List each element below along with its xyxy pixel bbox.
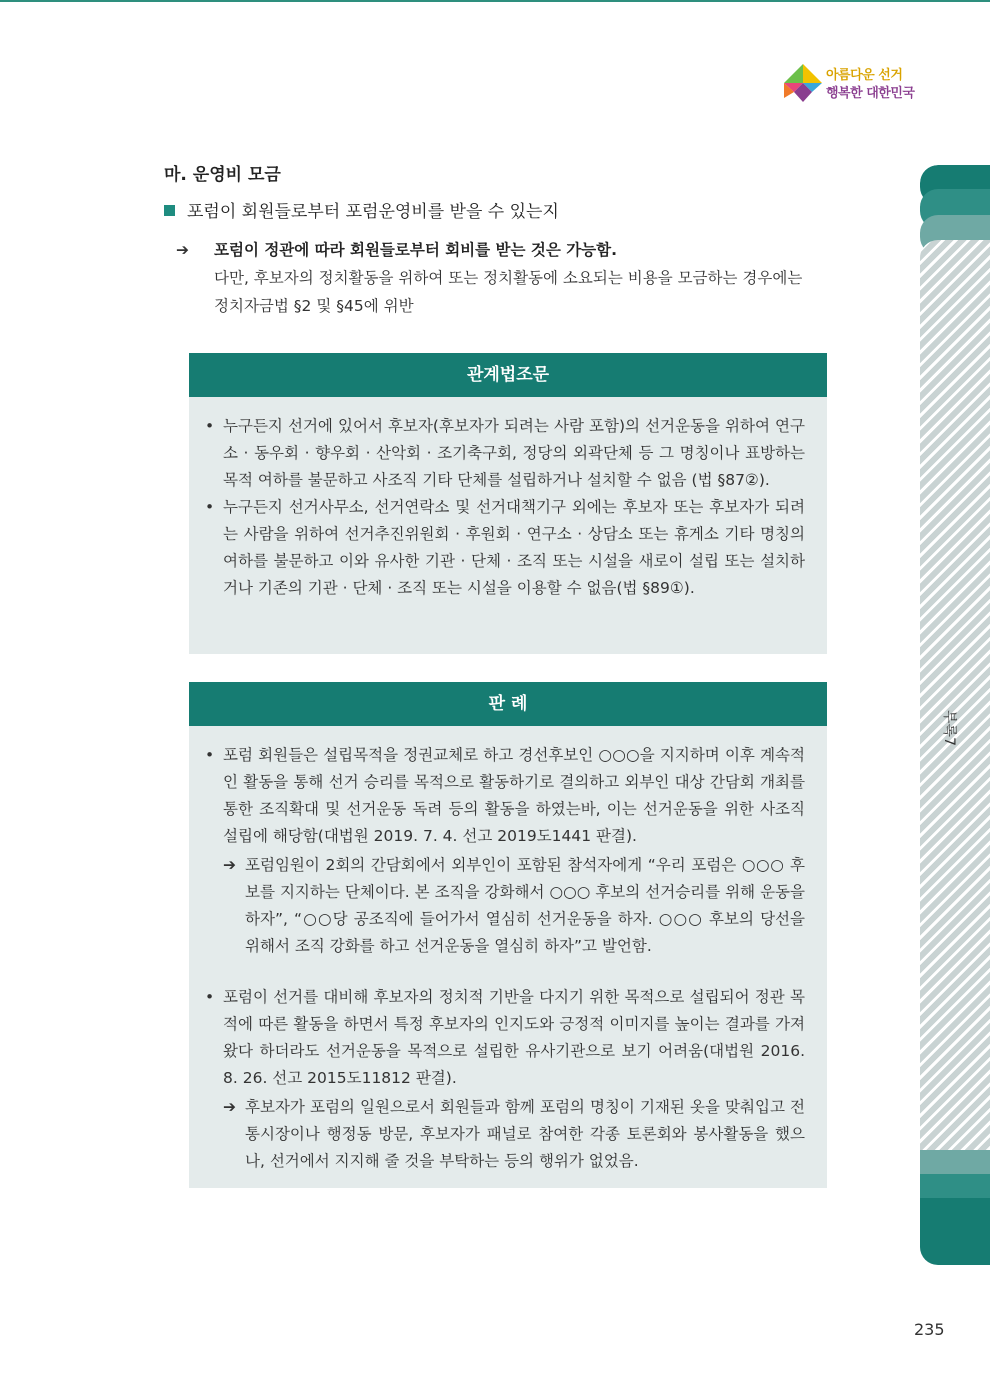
law-box-title: 관계법조문 bbox=[189, 353, 827, 397]
question-text: 포럼이 회원들로부터 포럼운영비를 받을 수 있는지 bbox=[187, 202, 559, 222]
arrow-icon: ➔ bbox=[223, 856, 236, 874]
answer-rest-1: 다만, 후보자의 정치활동을 위하여 또는 정치활동에 소요되는 비용을 모금하는 경우에는 bbox=[214, 269, 803, 287]
side-tab-label: 부록7 bbox=[940, 710, 957, 746]
top-rule bbox=[0, 0, 990, 2]
logo-line2: 행복한 대한민국 bbox=[826, 86, 915, 101]
law-item-text: 누구든지 선거에 있어서 후보자(후보자가 되려는 사람 포함)의 선거운동을 위하여 연구소 · 동우회 · 향우회 · 산악회 · 조기축구회, 정당의 외곽단체 등 그 명칭이나 표방하는 목적 여하를 불문하고 사조직 기타 단체를 설립하거나 설치할 수 없음 (법 §87②). bbox=[223, 417, 805, 489]
answer-first: 포럼이 정관에 따라 회원들로부터 회비를 받는 것은 가능함. bbox=[214, 241, 618, 259]
arrow-icon: ➔ bbox=[176, 241, 189, 259]
case-item-text: 포럼이 선거를 대비해 후보자의 정치적 기반을 다지기 위한 목적으로 설립되어 정관 목적에 따른 활동을 하면서 특정 후보자의 인지도와 긍정적 이미지를 높이는 결과를 가져왔다 하더라도 선거운동을 목적으로 설립한 유사기관으로 보기 어려움(대법원 2016. 8. 26. 선고 2015도11812 판결). bbox=[223, 988, 805, 1087]
case-sub bbox=[223, 852, 805, 960]
arrow-icon: ➔ bbox=[223, 1098, 236, 1116]
square-bullet-icon bbox=[164, 205, 175, 216]
case-sub-text: 포럼임원이 2회의 간담회에서 외부인이 포함된 참석자에게 “우리 포럼은 ○○○ 후보를 지지하는 단체이다. 본 조직을 강화해서 ○○○ 후보의 선거승리를 위해 운동을 하자”, “○○당 공조직에 들어가서 열심히 선거운동을 하자. ○○○ 후보의 당선을 위해서 조직 강화를 하고 선거운동을 열심히 하자”고 발언함. bbox=[245, 856, 805, 955]
answer-rest-2: 정치자금법 §2 및 §45에 위반 bbox=[214, 297, 414, 315]
case-item-text: 포럼 회원들은 설립목적을 정권교체로 하고 경선후보인 ○○○을 지지하며 이후 계속적인 활동을 통해 선거 승리를 목적으로 활동하기로 결의하고 외부인 대상 간담회 개최를 통한 조직확대 및 선거운동 독려 등의 활동을 하였는바, 이는 선거운동을 위한 사조직 설립에 해당함(대법원 2019. 7. 4. 선고 2019도1441 판결). bbox=[223, 746, 805, 845]
law-item bbox=[205, 413, 805, 494]
tangram-logo-icon bbox=[782, 62, 824, 104]
case-sub bbox=[223, 1094, 805, 1175]
bullet-icon: • bbox=[205, 988, 215, 1006]
answer-block bbox=[176, 236, 836, 320]
case-item bbox=[205, 984, 805, 1175]
section-title: 마. 운영비 모금 bbox=[164, 165, 281, 185]
law-box bbox=[189, 353, 827, 654]
logo-line1: 아름다운 선거 bbox=[826, 68, 903, 83]
law-item bbox=[205, 494, 805, 602]
case-box-title: 판 례 bbox=[189, 682, 827, 726]
bullet-icon: • bbox=[205, 498, 215, 516]
question-line bbox=[164, 197, 559, 222]
page-number: 235 bbox=[914, 1320, 945, 1339]
case-box bbox=[189, 682, 827, 1188]
law-item-text: 누구든지 선거사무소, 선거연락소 및 선거대책기구 외에는 후보자 또는 후보자가 되려는 사람을 위하여 선거추진위원회 · 후원회 · 연구소 · 상담소 또는 휴게소 기타 명칭의 여하를 불문하고 이와 유사한 기관 · 단체 · 조직 또는 시설을 새로이 설립 또는 설치하거나 기존의 기관 · 단체 · 조직 또는 시설을 이용할 수 없음(법 §89①). bbox=[223, 498, 805, 597]
case-item bbox=[205, 742, 805, 960]
case-sub-text: 후보자가 포럼의 일원으로서 회원들과 함께 포럼의 명칭이 기재된 옷을 맞춰입고 전통시장이나 행정동 방문, 후보자가 패널로 참여한 각종 토론회와 봉사활동을 했으나, 선거에서 지지해 줄 것을 부탁하는 등의 행위가 없었음. bbox=[245, 1098, 805, 1170]
bullet-icon: • bbox=[205, 746, 215, 764]
bullet-icon: • bbox=[205, 417, 215, 435]
election-logo bbox=[782, 62, 932, 108]
